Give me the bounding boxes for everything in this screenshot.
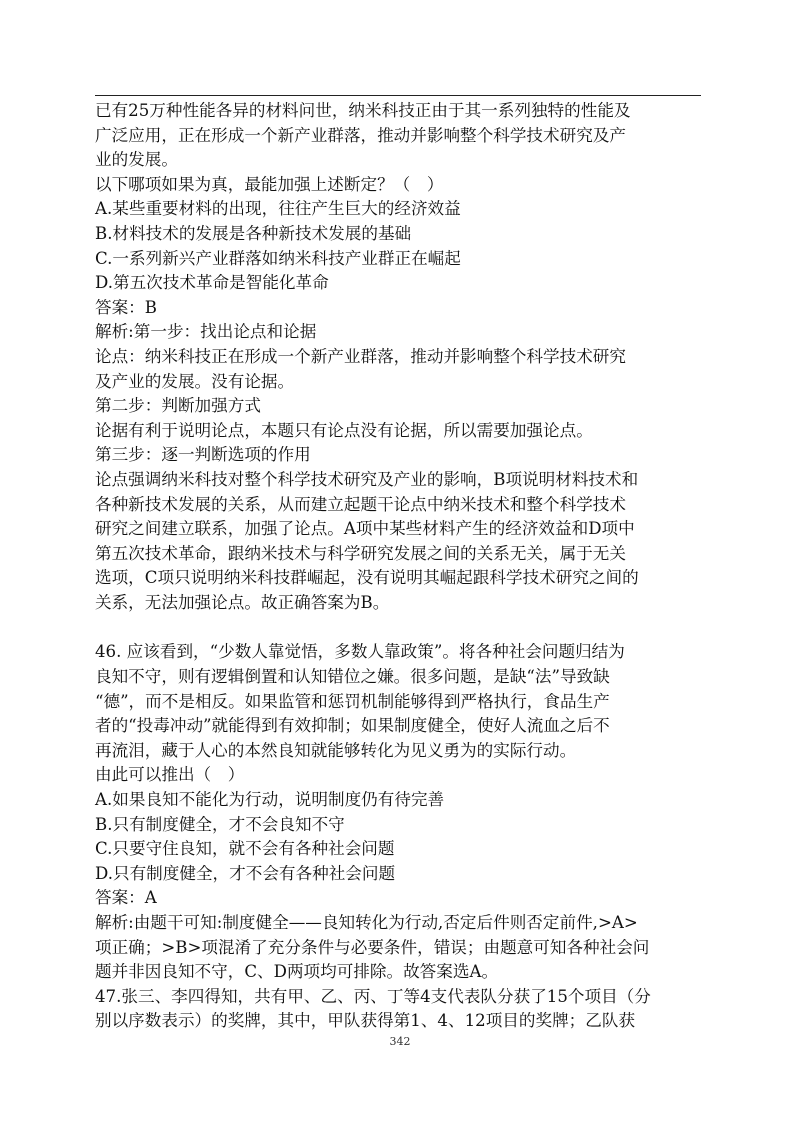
analysis-line: 解析:第一步：找出论点和论据	[95, 322, 317, 342]
analysis-line: 关系，无法加强论点。故正确答案为B。	[95, 592, 390, 612]
passage-line: 业的发展。	[95, 150, 178, 170]
answer: 答案：B	[95, 297, 157, 317]
passage-line: 再流泪，藏于人心的本然良知就能够转化为见义勇为的实际行动。	[95, 740, 577, 760]
analysis-line: 项正确；>B>项混淆了充分条件与必要条件，错误；由题意可知各种社会问	[95, 937, 650, 957]
analysis-line: 解析:由题干可知:制度健全——良知转化为行动,否定后件则否定前件,>A>	[95, 913, 638, 932]
passage-line: “德”，而不是相反。如果监管和惩罚机制能够得到严格执行，食品生产	[95, 691, 610, 711]
question-stem: 由此可以推出（ ）	[95, 765, 245, 785]
option-b: B.材料技术的发展是各种新技术发展的基础	[95, 223, 412, 243]
option-a: A.如果良知不能化为行动，说明制度仍有待完善	[95, 790, 445, 810]
question-stem: 以下哪项如果为真，最能加强上述断定？（ ）	[95, 174, 444, 194]
passage-line: 47.张三、李四得知，共有甲、乙、丙、丁等4支代表队分获了15个项目（分	[95, 986, 651, 1006]
passage-line: 良知不守，则有逻辑倒置和认知错位之嫌。很多问题，是缺“法”导致缺	[95, 667, 610, 687]
analysis-line: 选项，C项只说明纳米科技群崛起，没有说明其崛起跟科学技术研究之间的	[95, 568, 639, 588]
analysis-line: 第二步：判断加强方式	[95, 396, 261, 416]
analysis-line: 论点：纳米科技正在形成一个新产业群落，推动并影响整个科学技术研究	[95, 346, 626, 366]
analysis-line: 第三步：逐一判断选项的作用	[95, 445, 311, 465]
option-c: C.一系列新兴产业群落如纳米科技产业群正在崛起	[95, 248, 461, 268]
analysis-line: 及产业的发展。没有论据。	[95, 371, 295, 391]
analysis-line: 论点强调纳米科技对整个科学技术研究及产业的影响，B项说明材料技术和	[95, 469, 639, 489]
analysis-line: 题并非因良知不守，C、D两项均可排除。故答案选A。	[95, 962, 499, 982]
section-gap	[95, 615, 707, 640]
passage-line: 者的“投毒冲动”就能得到有效抑制；如果制度健全，使好人流血之后不	[95, 716, 610, 736]
option-c: C.只要守住良知，就不会有各种社会问题	[95, 839, 395, 859]
page-content	[95, 99, 707, 1034]
analysis-line: 论据有利于说明论点，本题只有论点没有论据，所以需要加强论点。	[95, 420, 593, 440]
option-b: B.只有制度健全，才不会良知不守	[95, 814, 345, 834]
option-d: D.第五次技术革命是智能化革命	[95, 273, 329, 293]
analysis-line: 各种新技术发展的关系，从而建立起题干论点中纳米技术和整个科学技术	[95, 494, 626, 514]
analysis-line: 第五次技术革命，跟纳米技术与科学研究发展之间的关系无关，属于无关	[95, 543, 626, 563]
analysis-line: 研究之间建立联系，加强了论点。A项中某些材料产生的经济效益和D项中	[95, 519, 635, 539]
option-d: D.只有制度健全，才不会有各种社会问题	[95, 863, 396, 883]
passage-line: 46. 应该看到，“少数人靠觉悟，多数人靠政策”。将各种社会问题归结为	[95, 642, 625, 662]
page-number: 342	[389, 1035, 411, 1048]
answer: 答案：A	[95, 888, 157, 908]
passage-line: 广泛应用，正在形成一个新产业群落，推动并影响整个科学技术研究及产	[95, 125, 626, 145]
passage-line: 已有25万种性能各异的材料问世，纳米科技正由于其一系列独特的性能及	[95, 101, 631, 120]
header-rule	[95, 95, 701, 96]
option-a: A.某些重要材料的出现，往往产生巨大的经济效益	[95, 199, 461, 219]
passage-line: 别以序数表示）的奖牌，其中，甲队获得第1、4、12项目的奖牌；乙队获	[95, 1011, 636, 1031]
